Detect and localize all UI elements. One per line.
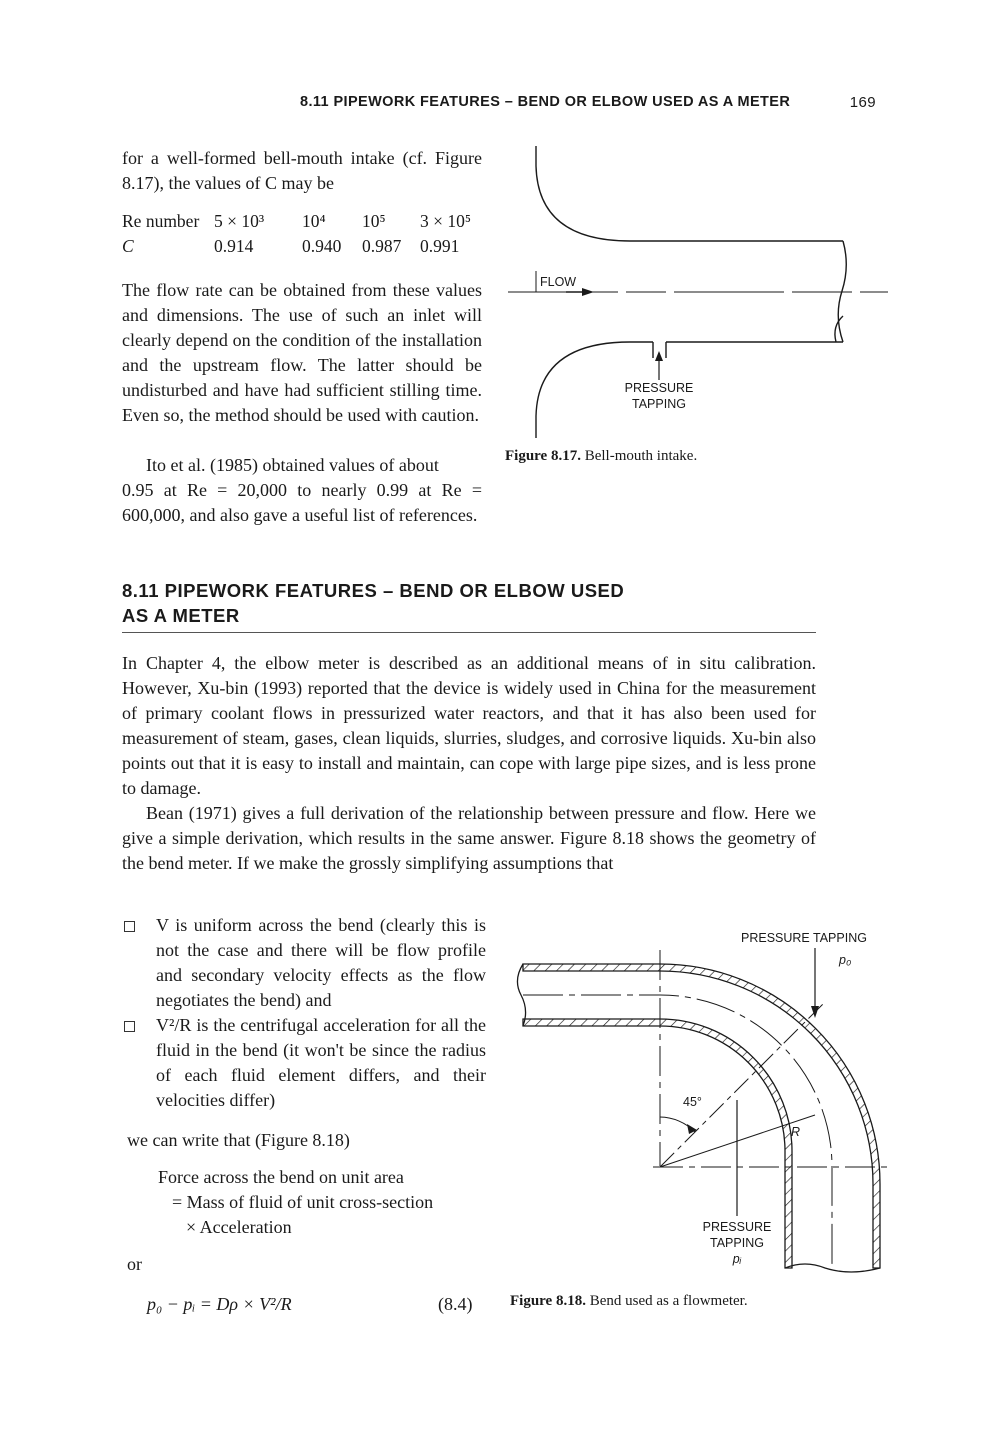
equation-number: (8.4) [438, 1294, 473, 1314]
outlet-end-break [785, 1264, 880, 1272]
force-statement [158, 1165, 433, 1240]
force-line: × Acceleration [186, 1217, 292, 1237]
section-rule [122, 632, 816, 633]
bell-upper-curve [536, 146, 843, 241]
table-cell: 10⁴ [302, 211, 326, 231]
table-cell: 0.991 [420, 236, 460, 256]
p-outer-label: p₀ [839, 953, 852, 967]
section-heading-line2: AS A METER [122, 605, 240, 626]
table-row [122, 209, 480, 234]
table-cell: 3 × 10⁵ [420, 211, 471, 231]
intro-paragraph [122, 146, 482, 196]
ito-text-rest: 0.95 at Re = 20,000 to nearly 0.99 at Re = 600,000, and also gave a useful list of references. [122, 480, 482, 525]
table-cell: 0.940 [302, 236, 342, 256]
flow-label: FLOW [540, 275, 577, 289]
table-cell: 5 × 10³ [214, 211, 265, 231]
ito-paragraph-rest [122, 478, 542, 528]
page-number: 169 [849, 94, 876, 111]
section-paragraph: In Chapter 4, the elbow meter is described as an additional means of in situ calibration. However, Xu-bin (1993) reported that the device is widely used in China for the measurement of primary coolant flows in pressurized water reactors, and that it has also been used for measurement of steam, gases, clean liquids, slurries, sludges, and corrosive liquids. Xu-bin also points out that it is easy to install and maintain, can cope with large pipe sizes, and is less prone to damage. [122, 653, 816, 798]
table-cell: 0.987 [362, 236, 402, 256]
tapping-arrowhead [655, 351, 663, 361]
list-item [122, 913, 486, 1013]
we-can-write-text: we can write that (Figure 8.18) [127, 1130, 350, 1150]
flow-rate-paragraph [122, 278, 482, 428]
figure-8-17-caption [505, 448, 697, 465]
caption-label: Figure 8.18. [510, 1293, 586, 1309]
list-item [122, 1013, 486, 1113]
outer-wall [523, 964, 880, 1268]
section-body [122, 651, 816, 876]
section-heading-line1: 8.11 PIPEWORK FEATURES – BEND OR ELBOW USED [122, 580, 625, 601]
bend-flowmeter-figure [505, 920, 890, 1280]
table-cell: 0.914 [214, 236, 254, 256]
table-row-label: Re number [122, 211, 200, 231]
force-line: Force across the bend on unit area [158, 1167, 404, 1187]
flow-arrowhead [582, 288, 594, 296]
flow-rate-text: The flow rate can be obtained from these values and dimensions. The use of such an inlet will clearly depend on the condition of the installation and the upstream flow. The latter should be undisturbed and have had sufficient stilling time. Even so, the method should be used with caution. [122, 280, 482, 425]
bell-mouth-intake-figure [508, 146, 888, 446]
running-title: 8.11 PIPEWORK FEATURES – BEND OR ELBOW USED AS A METER [300, 94, 791, 110]
section-paragraph: Bean (1971) gives a full derivation of the relationship between pressure and flow. Here we give a simple derivation, which results in the same answer. Figure 8.18 shows the geometry of the bend meter. If we make the grossly simplifying assumptions that [122, 803, 816, 873]
tapping-label-line2: TAPPING [632, 397, 686, 411]
caption-text: Bell-mouth intake. [584, 448, 698, 464]
top-tapping-label: PRESSURE TAPPING [741, 931, 867, 945]
caption-label: Figure 8.17. [505, 448, 581, 464]
checkbox-bullet-icon [124, 921, 135, 932]
angle-label: 45° [683, 1095, 702, 1109]
figure-8-18-caption [510, 1293, 748, 1310]
top-tapping-arrowhead [811, 1006, 819, 1018]
radius-label: R [791, 1125, 801, 1139]
section-heading [122, 578, 822, 628]
bottom-tapping-label-line2: TAPPING [710, 1236, 764, 1250]
angle-arrowhead [687, 1124, 697, 1134]
p-inner-label: pᵢ [732, 1252, 742, 1266]
table-cell: 10⁵ [362, 211, 386, 231]
list-item-text: V²/R is the centrifugal acceleration for all the fluid in the bend (it won't be since the radius of each fluid element differs, and their velocities differ) [156, 1015, 486, 1110]
table-row-label: C [122, 236, 134, 256]
reynolds-table [122, 209, 480, 259]
ito-paragraph-line1 [122, 453, 482, 478]
checkbox-bullet-icon [124, 1021, 135, 1032]
list-item-text: V is uniform across the bend (clearly this is not the case and there will be flow profile and secondary velocity effects as the flow negotiates the bend) and [156, 915, 486, 1010]
tapping-label-line1: PRESSURE [624, 381, 694, 395]
caption-text: Bend used as a flowmeter. [589, 1293, 748, 1309]
table-row [122, 234, 480, 259]
equation: p₀ − pᵢ = Dρ × V²/R [147, 1294, 292, 1314]
ito-text-line1: Ito et al. (1985) obtained values of about [146, 455, 439, 475]
bottom-tapping-label-line1: PRESSURE [702, 1220, 772, 1234]
or-word: or [127, 1254, 142, 1274]
intro-text: for a well-formed bell-mouth intake (cf. Figure 8.17), the values of C may be [122, 148, 482, 193]
force-line: = Mass of fluid of unit cross-section [172, 1192, 434, 1212]
assumption-list [122, 913, 486, 1113]
